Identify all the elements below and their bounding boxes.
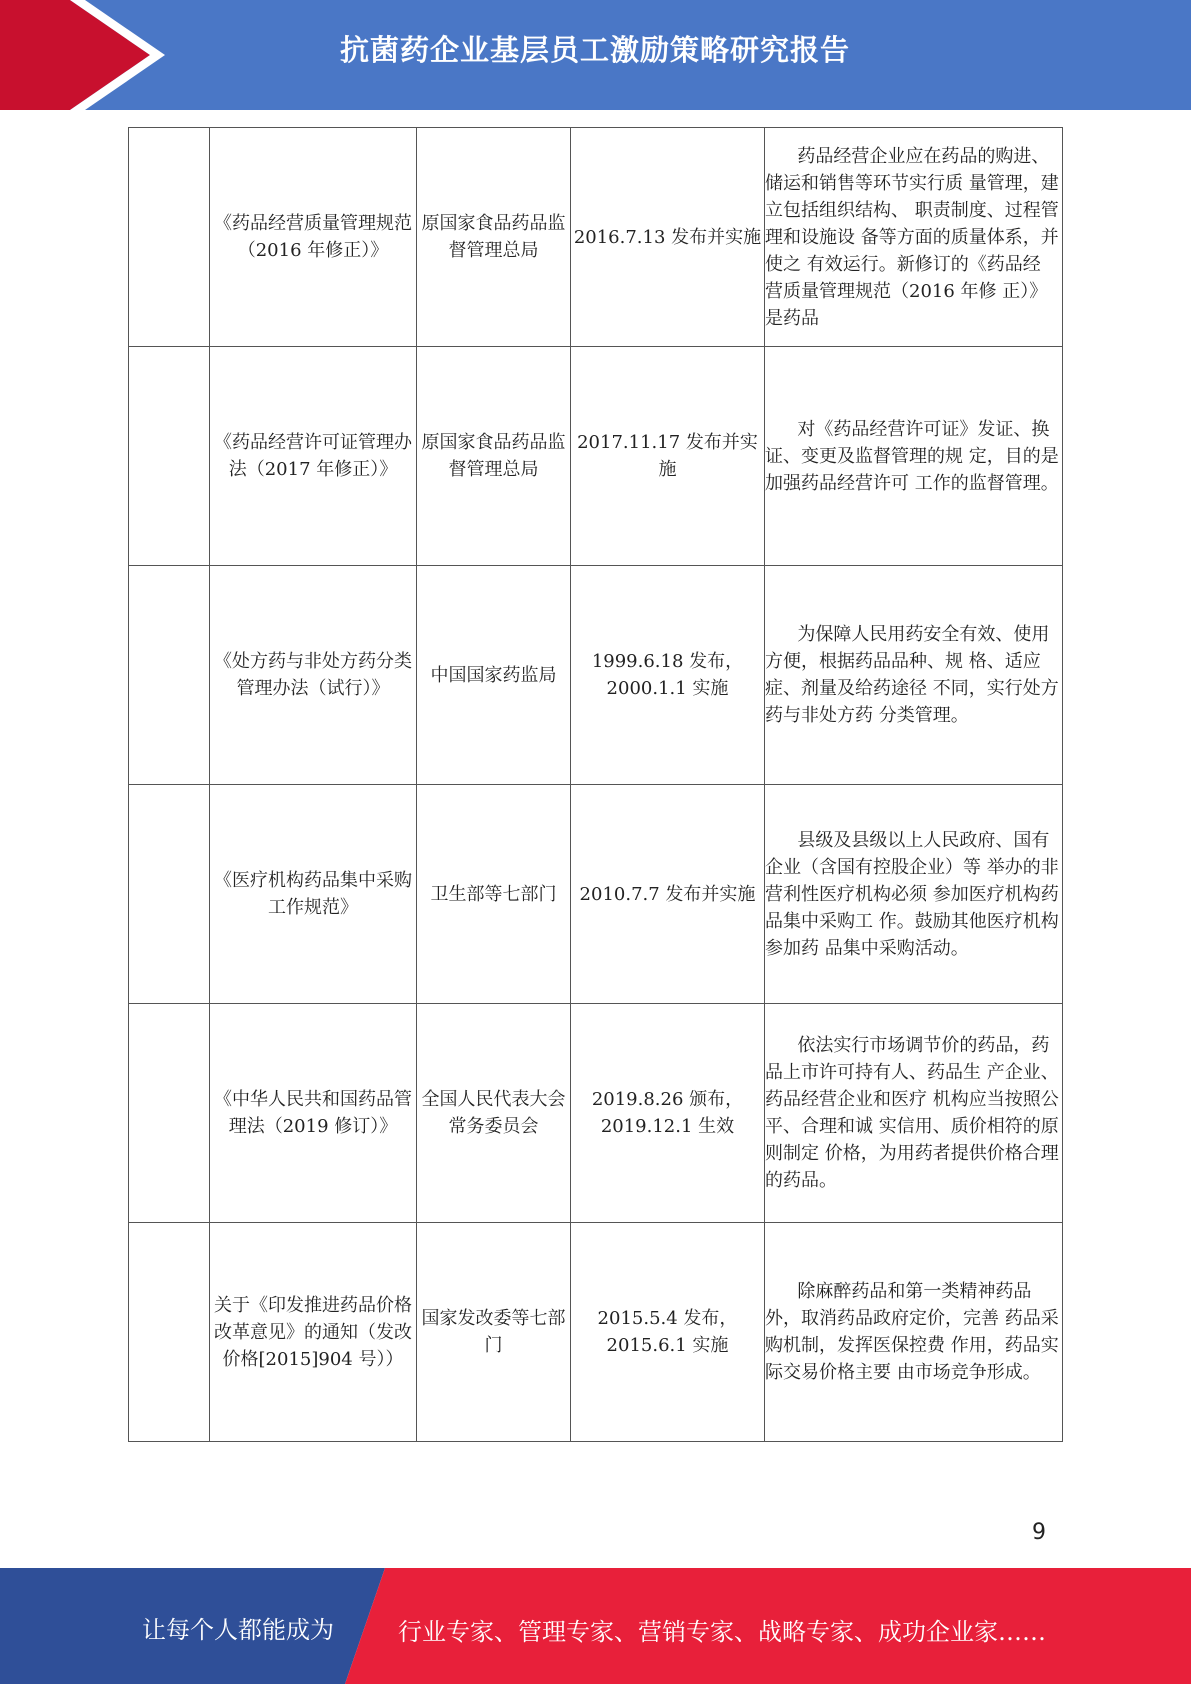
page-footer [0, 1568, 1191, 1684]
footer-slogan-right: 行业专家、管理专家、营销专家、战略专家、成功企业家…… [398, 1618, 1046, 1646]
date-cell: 2010.7.7 发布并实施 [571, 785, 765, 1004]
issuing-body-cell: 卫生部等七部门 [417, 785, 571, 1004]
policy-name-cell: 《药品经营质量管理规范（2016 年修正）》 [210, 128, 417, 347]
category-cell [129, 1223, 210, 1442]
policy-name-cell: 《中华人民共和国药品管理法（2019 修订）》 [210, 1004, 417, 1223]
description-cell: 依法实行市场调节价的药品，药品上市许可持有人、药品生 产企业、药品经营企业和医疗 机构应当按照公平、合理和诚 实信用、质价相符的原则制定 价格，为用药者提供价格合理 的药品。 [765, 1004, 1063, 1223]
table-row [129, 785, 1063, 1004]
policy-name-cell: 《药品经营许可证管理办法（2017 年修正）》 [210, 347, 417, 566]
table-row [129, 347, 1063, 566]
date-cell: 2019.8.26 颁布，2019.12.1 生效 [571, 1004, 765, 1223]
footer-slogan-left: 让每个人都能成为 [142, 1616, 334, 1644]
category-cell [129, 128, 210, 347]
issuing-body-cell: 全国人民代表大会常务委员会 [417, 1004, 571, 1223]
issuing-body-cell: 中国国家药监局 [417, 566, 571, 785]
category-cell [129, 566, 210, 785]
issuing-body-cell: 原国家食品药品监督管理总局 [417, 347, 571, 566]
description-cell: 为保障人民用药安全有效、使用方便，根据药品品种、规 格、适应症、剂量及给药途径 不同，实行处方药与非处方药 分类管理。 [765, 566, 1063, 785]
category-cell [129, 1004, 210, 1223]
page-number: 9 [1032, 1520, 1046, 1545]
issuing-body-cell: 国家发改委等七部门 [417, 1223, 571, 1442]
category-cell [129, 347, 210, 566]
report-title: 抗菌药企业基层员工激励策略研究报告 [340, 33, 851, 67]
date-cell: 2015.5.4 发布，2015.6.1 实施 [571, 1223, 765, 1442]
table-row [129, 566, 1063, 785]
description-cell: 县级及县级以上人民政府、国有企业（含国有控股企业）等 举办的非营利性医疗机构必须 参加医疗机构药品集中采购工 作。鼓励其他医疗机构参加药 品集中采购活动。 [765, 785, 1063, 1004]
policy-table [128, 127, 1063, 1442]
description-cell: 对《药品经营许可证》发证、换证、变更及监督管理的规 定，目的是加强药品经营许可 工作的监督管理。 [765, 347, 1063, 566]
date-cell: 1999.6.18 发布，2000.1.1 实施 [571, 566, 765, 785]
policy-name-cell: 《医疗机构药品集中采购工作规范》 [210, 785, 417, 1004]
category-cell [129, 785, 210, 1004]
description-cell: 药品经营企业应在药品的购进、储运和销售等环节实行质 量管理，建立包括组织结构、 职责制度、过程管理和设施设 备等方面的质量体系，并使之 有效运行。新修订的《药品经 营质量管理规范（2016 年修 正）》是药品 [765, 128, 1063, 347]
date-cell: 2017.11.17 发布并实施 [571, 347, 765, 566]
policy-name-cell: 《处方药与非处方药分类管理办法（试行）》 [210, 566, 417, 785]
table-row [129, 1223, 1063, 1442]
date-cell: 2016.7.13 发布并实施 [571, 128, 765, 347]
page-header [0, 0, 1191, 110]
policy-name-cell: 关于《印发推进药品价格改革意见》的通知（发改价格[2015]904 号）） [210, 1223, 417, 1442]
issuing-body-cell: 原国家食品药品监督管理总局 [417, 128, 571, 347]
description-cell: 除麻醉药品和第一类精神药品外，取消药品政府定价，完善 药品采购机制，发挥医保控费 作用，药品实际交易价格主要 由市场竞争形成。 [765, 1223, 1063, 1442]
table-row [129, 128, 1063, 347]
table-row [129, 1004, 1063, 1223]
